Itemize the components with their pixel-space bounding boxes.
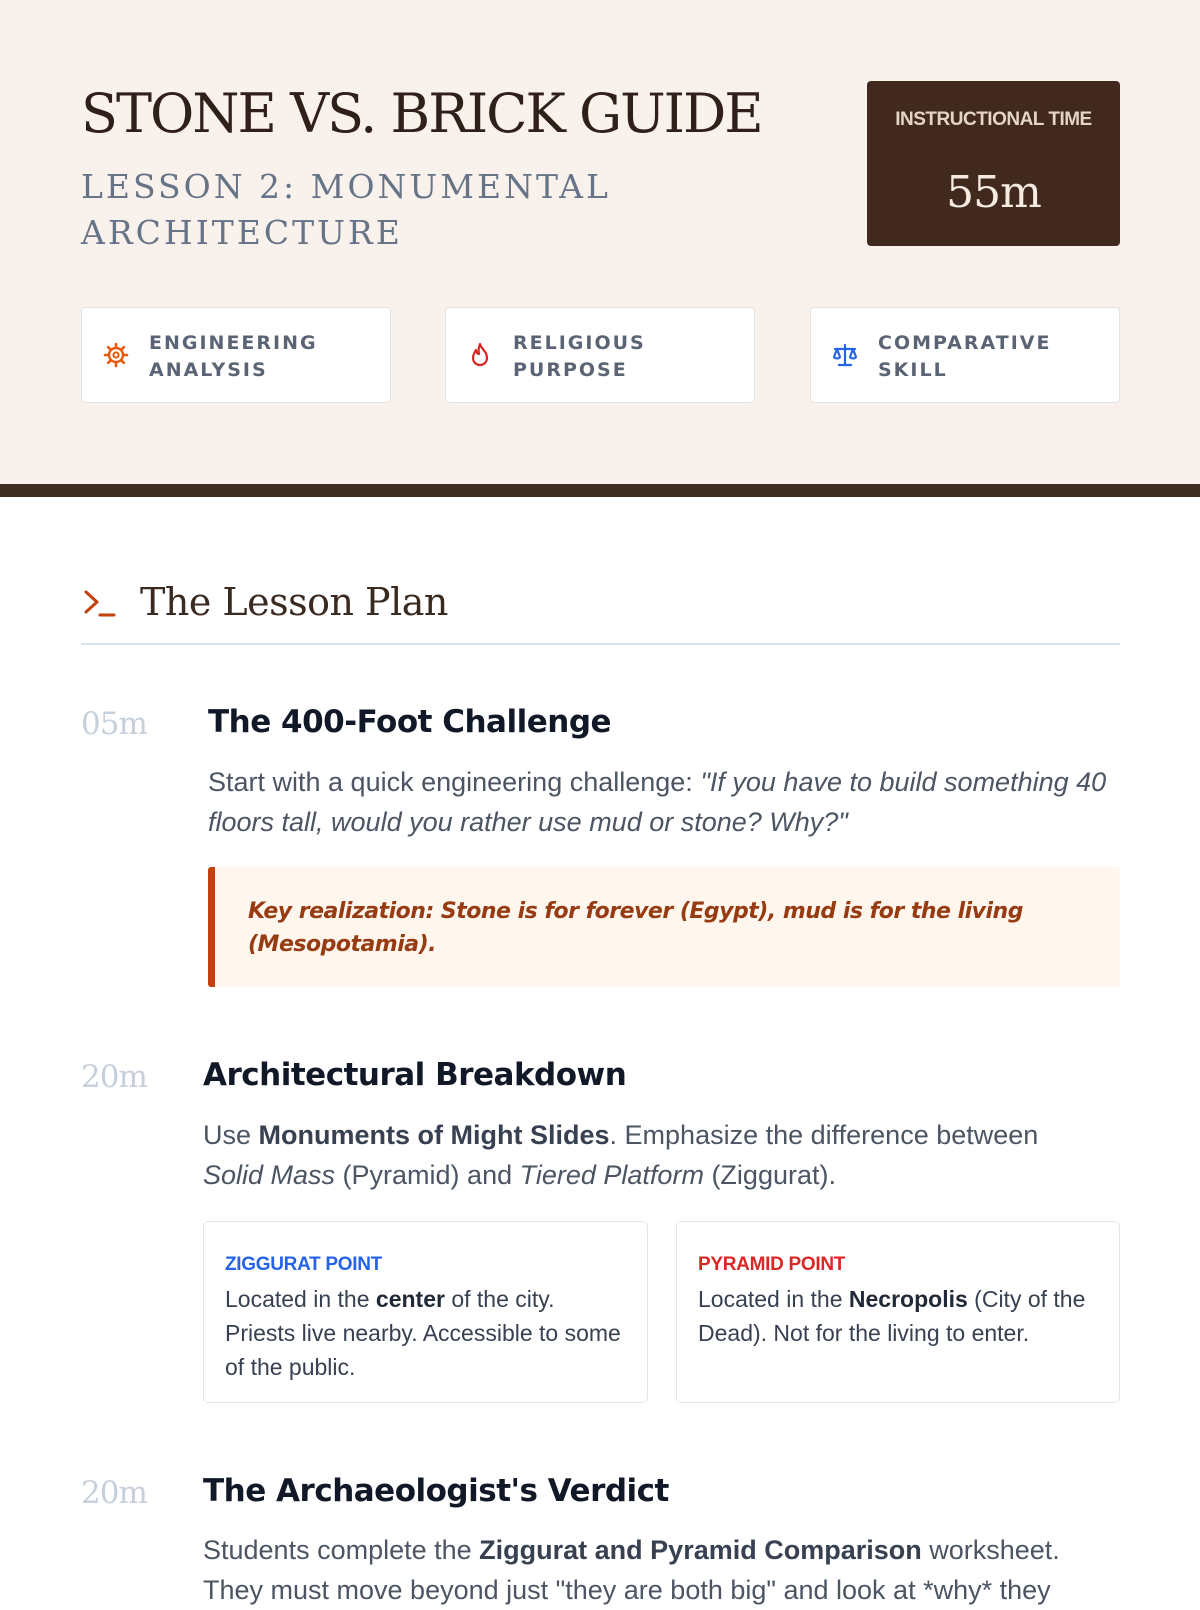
pyramid-point-card [676,1221,1120,1403]
card-text-bold: Necropolis [848,1286,968,1312]
tag-label [513,330,646,384]
card-text-part: Located in the [225,1286,376,1312]
card-text-part: of the city. Priests live nearby. Accessible to some of the public. [225,1286,621,1380]
callout-text: Key realization: Stone is for forever (Egypt), mud is for the living (Mesopotamia). [248,899,1023,957]
challenge-quote: "If you have to build something 40 floors tall, would you rather use mud or stone? Why?" [208,767,1107,837]
tag-label-line2: SKILL [878,359,948,381]
worksheet-reference: Ziggurat and Pyramid Comparison [479,1535,922,1565]
ziggurat-point-card [203,1221,648,1403]
step-emphasis: Solid Mass [203,1160,336,1190]
step-description [203,1115,1103,1195]
step-duration: 20m [81,1059,147,1095]
step-title: The 400-Foot Challenge [208,704,612,740]
step-text: worksheet. They must move beyond just "they are both big" and look at *why* they [203,1535,1060,1605]
section-divider [81,643,1120,645]
step-emphasis: Tiered Platform [519,1160,704,1190]
instructional-time-box [867,81,1120,246]
card-text-bold: center [375,1286,445,1312]
step-text: (Pyramid) and [335,1160,520,1190]
section-heading: The Lesson Plan [140,580,448,624]
tag-label-line1: RELIGIOUS [513,332,646,354]
step-title: Architectural Breakdown [203,1057,627,1093]
card-text-part: (City of the Dead). Not for the living to enter. [698,1286,1086,1346]
slides-reference: Monuments of Might Slides [258,1120,610,1150]
tag-comparative-skill [810,307,1120,403]
tag-label-line1: COMPARATIVE [878,332,1052,354]
terminal-icon [83,589,117,619]
step-duration: 05m [81,706,147,742]
card-text-part: Located in the [698,1286,849,1312]
step-text: Start with a quick engineering challenge: [208,767,701,797]
step-description [208,762,1128,842]
tag-label-line2: ANALYSIS [149,359,268,381]
step-duration: 20m [81,1475,147,1511]
step-text: Use [203,1120,259,1150]
tag-religious-purpose [445,307,755,403]
step-text: (Ziggurat). [703,1160,836,1190]
tag-engineering-analysis [81,307,391,403]
card-title: PYRAMID POINT [698,1254,846,1275]
lesson-subtitle: LESSON 2: MONUMENTAL ARCHITECTURE [81,167,611,252]
scales-icon [831,341,859,369]
gear-icon [102,341,130,369]
lesson-header [0,0,1200,484]
card-text [698,1282,1098,1350]
card-title: ZIGGURAT POINT [225,1254,382,1275]
flame-icon [466,341,494,369]
tag-label-line2: PURPOSE [513,359,628,381]
tag-label-line1: ENGINEERING [149,332,318,354]
tag-label [149,330,318,384]
header-divider [0,484,1200,497]
step-description [203,1530,1113,1610]
step-title: The Archaeologist's Verdict [203,1473,669,1509]
card-text [225,1282,625,1384]
instructional-time-value: 55m [946,167,1041,218]
step-text: . Emphasize the difference between [609,1120,1039,1150]
instructional-time-label: INSTRUCTIONAL TIME [895,109,1092,130]
page-title: STONE VS. BRICK GUIDE [81,82,762,145]
step-text: Students complete the [203,1535,480,1565]
tag-label [878,330,1051,384]
key-realization-callout [208,867,1120,987]
